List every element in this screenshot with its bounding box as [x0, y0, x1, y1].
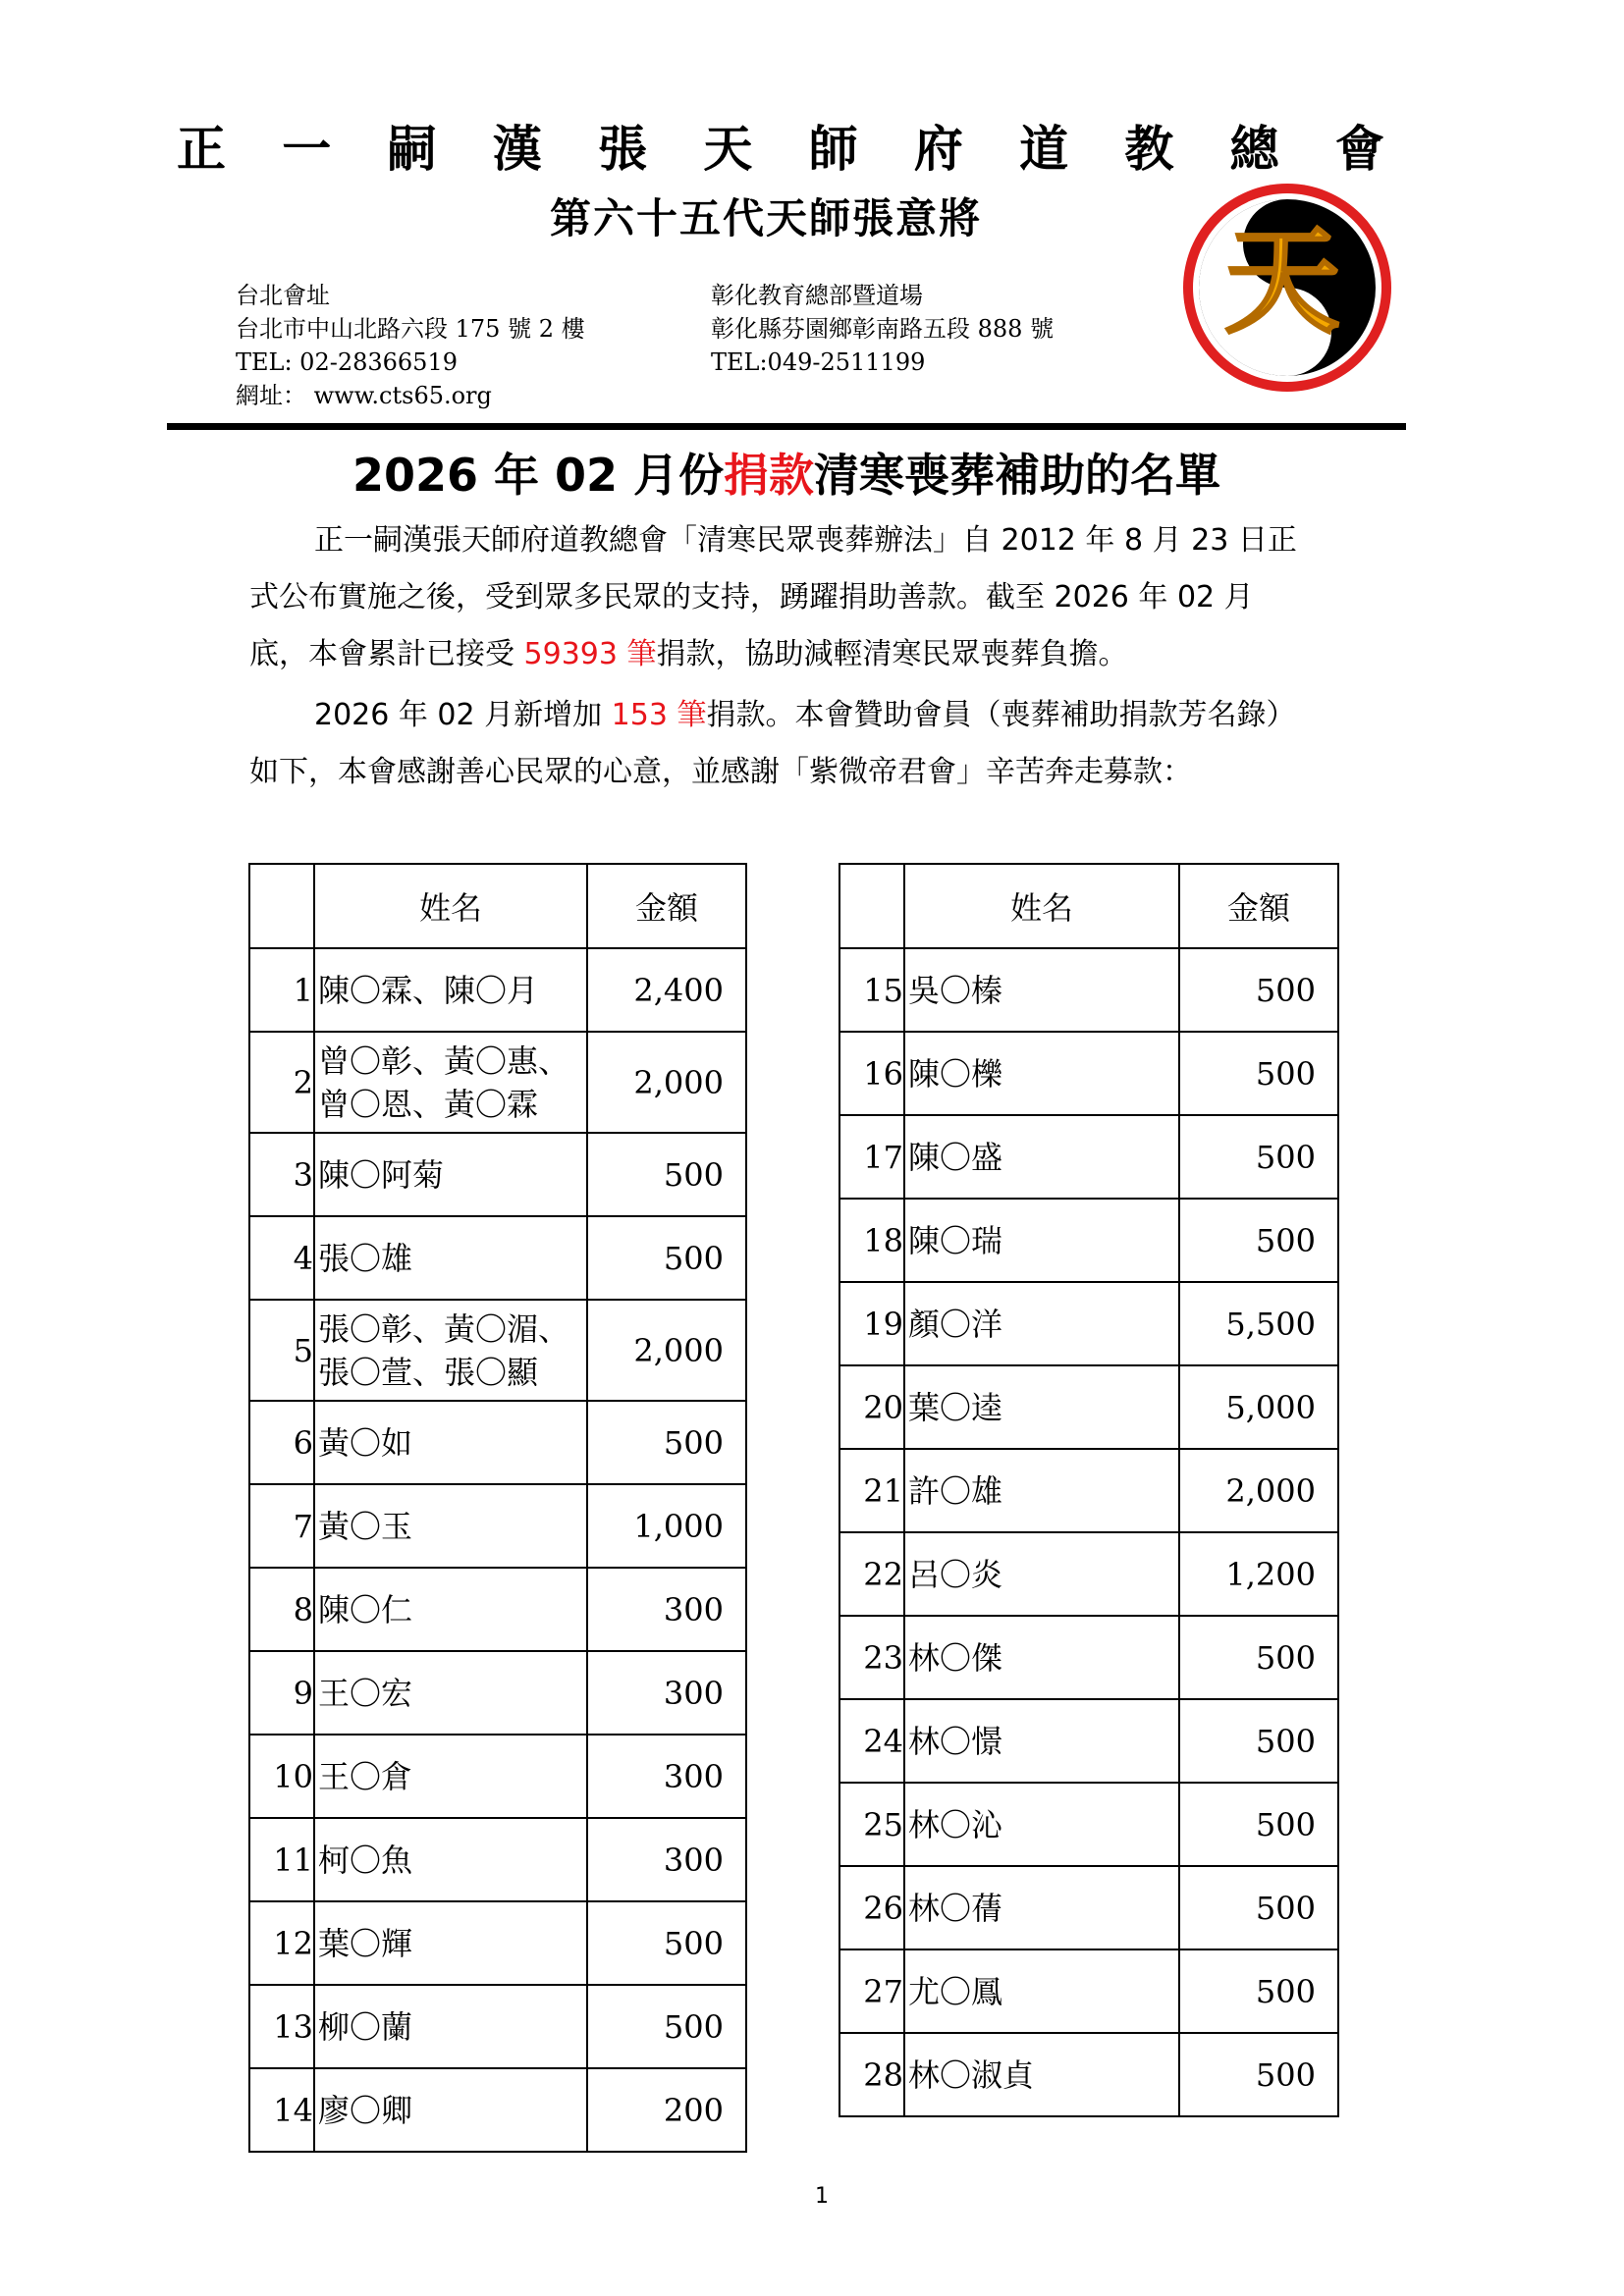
donor-name	[904, 948, 1179, 1032]
table-row	[249, 948, 746, 1032]
donor-name-line: 林〇淑貞	[908, 2056, 1035, 2094]
table-header-row	[839, 864, 1338, 948]
donor-name	[904, 1616, 1179, 1699]
table-row	[839, 1282, 1338, 1365]
donor-name	[314, 1901, 587, 1985]
donor-name	[314, 1133, 587, 1216]
row-index: 27	[839, 1949, 904, 2033]
taipei-address	[236, 279, 585, 412]
row-index: 7	[249, 1484, 314, 1568]
table-row	[839, 1783, 1338, 1866]
table-row	[249, 1985, 746, 2068]
donation-amount: 2,400	[587, 948, 746, 1032]
row-index: 28	[839, 2033, 904, 2116]
donor-name	[314, 1401, 587, 1484]
donor-name	[904, 1699, 1179, 1783]
donation-amount: 1,200	[1179, 1532, 1338, 1616]
donor-name	[904, 1449, 1179, 1532]
donor-name	[314, 1300, 587, 1401]
table-row	[839, 1949, 1338, 2033]
donor-name-line: 曾〇恩、黃〇霖	[318, 1085, 539, 1123]
donor-name	[314, 1216, 587, 1300]
donation-amount: 300	[587, 1568, 746, 1651]
row-index: 14	[249, 2068, 314, 2152]
row-index: 19	[839, 1282, 904, 1365]
donor-name-line: 林〇憬	[908, 1722, 1003, 1760]
donor-name	[314, 1985, 587, 2068]
donor-name-line: 陳〇仁	[318, 1590, 413, 1629]
donor-name-line: 葉〇輝	[318, 1924, 413, 1962]
donor-name-line: 陳〇櫟	[908, 1054, 1003, 1093]
header-index	[839, 864, 904, 948]
donation-amount: 5,500	[1179, 1282, 1338, 1365]
table-row	[249, 1032, 746, 1133]
table-row	[249, 1300, 746, 1401]
donor-name	[314, 1735, 587, 1818]
donation-amount: 500	[1179, 1616, 1338, 1699]
donor-name-line: 黃〇如	[318, 1423, 413, 1462]
donor-name-line: 陳〇盛	[908, 1138, 1003, 1176]
row-index: 23	[839, 1616, 904, 1699]
donation-amount: 2,000	[1179, 1449, 1338, 1532]
org-char: 師	[808, 121, 858, 178]
website: 網址： www.cts65.org	[236, 382, 492, 409]
donor-name	[904, 1365, 1179, 1449]
org-char: 府	[913, 121, 963, 178]
donor-name	[904, 1282, 1179, 1365]
donor-name	[904, 2033, 1179, 2116]
row-index: 11	[249, 1818, 314, 1901]
table-row	[839, 1032, 1338, 1115]
header-index	[249, 864, 314, 948]
donor-name-line: 陳〇瑞	[908, 1221, 1003, 1259]
donation-amount: 300	[587, 1735, 746, 1818]
donor-name	[314, 948, 587, 1032]
donation-amount: 500	[587, 1401, 746, 1484]
row-index: 6	[249, 1401, 314, 1484]
intro-paragraph	[249, 512, 1379, 683]
donor-name-line: 林〇傑	[908, 1638, 1003, 1677]
row-index: 15	[839, 948, 904, 1032]
paragraph-line	[249, 687, 1379, 744]
donor-name	[314, 1651, 587, 1735]
taiji-logo-icon	[1178, 179, 1396, 397]
table-row	[839, 1365, 1338, 1449]
donation-amount: 500	[1179, 948, 1338, 1032]
donor-name-line: 呂〇炎	[908, 1555, 1003, 1593]
donation-amount: 500	[1179, 1866, 1338, 1949]
title-highlight: 捐款	[724, 449, 815, 502]
donation-amount: 500	[587, 1985, 746, 2068]
donor-name	[314, 2068, 587, 2152]
header-divider	[167, 423, 1406, 430]
changhua-label: 彰化教育總部暨道場	[711, 282, 923, 309]
table-row	[249, 2068, 746, 2152]
donation-amount: 500	[1179, 1032, 1338, 1115]
table-row	[249, 1735, 746, 1818]
donation-amount: 500	[1179, 1199, 1338, 1282]
org-char: 總	[1229, 121, 1279, 178]
header-amount: 金額	[587, 864, 746, 948]
org-char: 天	[703, 121, 753, 178]
document-title	[167, 440, 1406, 505]
donation-amount: 1,000	[587, 1484, 746, 1568]
title-part: 2026 年 02 月份	[352, 449, 725, 502]
table-row	[249, 1216, 746, 1300]
table-row	[839, 948, 1338, 1032]
org-char: 張	[598, 121, 648, 178]
table-row	[249, 1818, 746, 1901]
donor-name-line: 廖〇卿	[318, 2091, 413, 2129]
donation-amount: 500	[1179, 1949, 1338, 2033]
org-char: 會	[1334, 121, 1384, 178]
table-row	[839, 1449, 1338, 1532]
row-index: 9	[249, 1651, 314, 1735]
donor-name-line: 吳〇榛	[908, 971, 1003, 1009]
row-index: 18	[839, 1199, 904, 1282]
row-index: 20	[839, 1365, 904, 1449]
table-row	[839, 2033, 1338, 2116]
table-row	[249, 1484, 746, 1568]
row-index: 10	[249, 1735, 314, 1818]
monthly-count-highlight: 153 筆	[611, 698, 707, 732]
header-name: 姓名	[904, 864, 1179, 948]
logo-tian-character: 天	[1223, 213, 1341, 349]
row-index: 16	[839, 1032, 904, 1115]
org-char: 漢	[492, 121, 542, 178]
paragraph-line	[249, 626, 1379, 683]
changhua-tel: TEL:049-2511199	[711, 348, 926, 376]
donation-amount: 5,000	[1179, 1365, 1338, 1449]
donor-name-line: 王〇宏	[318, 1674, 413, 1712]
donor-name	[314, 1032, 587, 1133]
changhua-address	[711, 279, 1054, 379]
donation-amount: 300	[587, 1651, 746, 1735]
organization-title	[177, 110, 1384, 181]
taipei-street: 台北市中山北路六段 175 號 2 樓	[236, 315, 585, 343]
donor-name-line: 王〇倉	[318, 1757, 413, 1795]
row-index: 26	[839, 1866, 904, 1949]
donor-name	[314, 1484, 587, 1568]
donation-amount: 500	[1179, 1115, 1338, 1199]
donor-name-line: 曾〇彰、黃〇惠、	[318, 1041, 570, 1080]
donation-amount: 2,000	[587, 1300, 746, 1401]
donor-name-line: 柯〇魚	[318, 1841, 413, 1879]
row-index: 12	[249, 1901, 314, 1985]
row-index: 25	[839, 1783, 904, 1866]
org-char: 嗣	[387, 121, 437, 178]
org-char: 教	[1124, 121, 1174, 178]
row-index: 3	[249, 1133, 314, 1216]
row-index: 22	[839, 1532, 904, 1616]
org-char: 一	[282, 121, 332, 178]
table-row	[839, 1532, 1338, 1616]
paragraph-line: 如下，本會感謝善心民眾的心意，並感謝「紫微帝君會」辛苦奔走募款：	[249, 755, 1192, 789]
monthly-paragraph	[249, 687, 1379, 801]
table-row	[839, 1616, 1338, 1699]
row-index: 17	[839, 1115, 904, 1199]
donor-name	[904, 1199, 1179, 1282]
changhua-street: 彰化縣芬園鄉彰南路五段 888 號	[711, 315, 1055, 343]
donor-name	[314, 1568, 587, 1651]
table-row	[249, 1651, 746, 1735]
donor-name-line: 林〇沁	[908, 1805, 1003, 1843]
donor-name-line: 林〇蒨	[908, 1889, 1003, 1927]
donation-amount: 500	[587, 1901, 746, 1985]
donor-name-line: 顏〇洋	[908, 1305, 1003, 1343]
donation-amount: 500	[1179, 1783, 1338, 1866]
text-run: 捐款。本會贊助會員（喪葬補助捐款芳名錄）	[706, 698, 1296, 732]
donor-name	[904, 1032, 1179, 1115]
donor-table-left	[248, 863, 747, 2153]
donor-name-line: 陳〇阿菊	[318, 1155, 445, 1194]
donation-amount: 500	[1179, 2033, 1338, 2116]
donor-name	[904, 1115, 1179, 1199]
text-run: 底，本會累計已接受	[249, 637, 524, 671]
paragraph-line: 式公布實施之後，受到眾多民眾的支持，踴躍捐助善款。截至 2026 年 02 月	[249, 580, 1254, 614]
donor-name-line: 張〇雄	[318, 1239, 413, 1277]
text-run: 捐款，協助減輕清寒民眾喪葬負擔。	[656, 637, 1128, 671]
total-count-highlight: 59393 筆	[523, 637, 657, 671]
table-row	[839, 1866, 1338, 1949]
table-row	[249, 1401, 746, 1484]
master-title: 第六十五代天師張意將	[549, 194, 982, 242]
table-row	[839, 1699, 1338, 1783]
donor-name-line: 陳〇霖、陳〇月	[318, 971, 539, 1009]
row-index: 4	[249, 1216, 314, 1300]
table-row	[249, 1133, 746, 1216]
donation-amount: 200	[587, 2068, 746, 2152]
donation-amount: 300	[587, 1818, 746, 1901]
table-row	[249, 1901, 746, 1985]
donor-name-line: 張〇萱、張〇顯	[318, 1353, 539, 1391]
header-amount: 金額	[1179, 864, 1338, 948]
donor-name-line: 柳〇蘭	[318, 2007, 413, 2046]
donation-amount: 2,000	[587, 1032, 746, 1133]
donor-table-right	[839, 863, 1339, 2117]
table-header-row	[249, 864, 746, 948]
donor-name	[904, 1949, 1179, 2033]
text-run: 2026 年 02 月新增加	[314, 698, 612, 732]
donor-name-line: 葉〇逵	[908, 1388, 1003, 1426]
page-number: 1	[815, 2184, 829, 2209]
donation-amount: 500	[587, 1216, 746, 1300]
row-index: 8	[249, 1568, 314, 1651]
row-index: 13	[249, 1985, 314, 2068]
donation-amount: 500	[1179, 1699, 1338, 1783]
org-char: 正	[177, 121, 226, 178]
paragraph-line: 正一嗣漢張天師府道教總會「清寒民眾喪葬辦法」自 2012 年 8 月 23 日正	[314, 523, 1297, 558]
title-part: 清寒喪葬補助的名單	[814, 449, 1221, 502]
donor-name	[314, 1818, 587, 1901]
donor-name	[904, 1532, 1179, 1616]
row-index: 2	[249, 1032, 314, 1133]
row-index: 1	[249, 948, 314, 1032]
org-char: 道	[1019, 121, 1069, 178]
table-row	[839, 1199, 1338, 1282]
table-row	[249, 1568, 746, 1651]
taipei-tel: TEL: 02-28366519	[236, 348, 458, 376]
row-index: 21	[839, 1449, 904, 1532]
row-index: 5	[249, 1300, 314, 1401]
donor-name	[904, 1866, 1179, 1949]
donor-name-line: 尤〇鳳	[908, 1972, 1003, 2010]
taipei-label: 台北會址	[236, 282, 330, 309]
donor-name-line: 黃〇玉	[318, 1507, 413, 1545]
donor-name-line: 張〇彰、黃〇湄、	[318, 1309, 570, 1348]
header-name: 姓名	[314, 864, 587, 948]
donor-name	[904, 1783, 1179, 1866]
table-row	[839, 1115, 1338, 1199]
donation-amount: 500	[587, 1133, 746, 1216]
row-index: 24	[839, 1699, 904, 1783]
donor-name-line: 許〇雄	[908, 1471, 1003, 1510]
